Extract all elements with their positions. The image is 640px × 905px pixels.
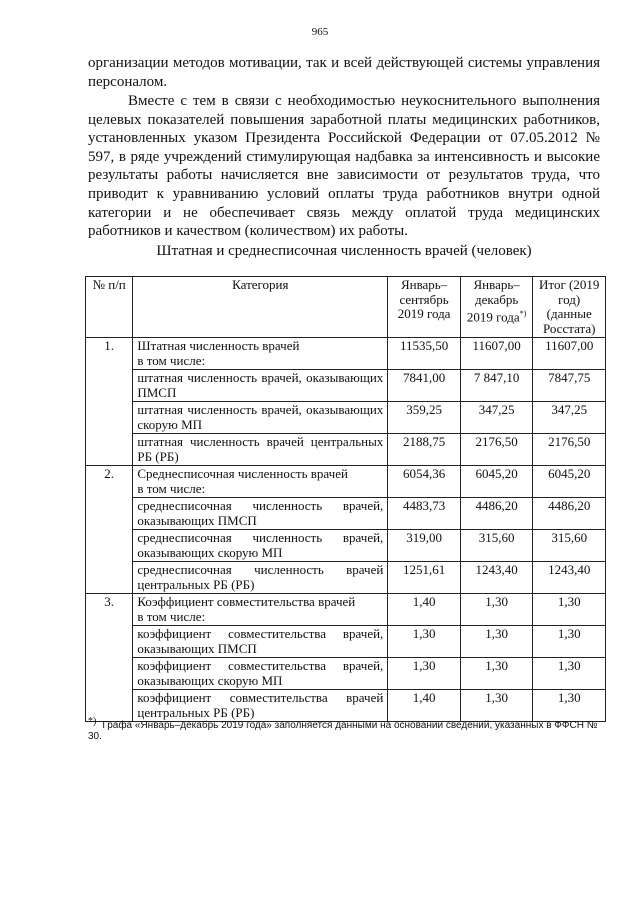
paragraph-1: организации методов мотивации, так и всей действующей системы управления персоналом. <box>88 55 600 90</box>
value-jan-dec: 1243,40 <box>460 562 533 594</box>
value-jan-sep: 1,30 <box>388 658 461 690</box>
value-total: 6045,20 <box>533 466 606 498</box>
table-row <box>86 402 606 434</box>
table-body <box>86 338 606 722</box>
value-total: 11607,00 <box>533 338 606 370</box>
value-total: 1,30 <box>533 690 606 722</box>
row-number: 1. <box>86 338 133 466</box>
header-num: № п/п <box>86 277 133 338</box>
category-sub: среднесписочная численность врачей центральных РБ (РБ) <box>133 562 388 594</box>
category-main <box>133 594 388 626</box>
category-sub: среднесписочная численность врачей, оказывающих скорую МП <box>133 530 388 562</box>
value-jan-sep: 6054,36 <box>388 466 461 498</box>
table-row <box>86 562 606 594</box>
value-total: 4486,20 <box>533 498 606 530</box>
value-jan-dec: 2176,50 <box>460 434 533 466</box>
value-total: 1,30 <box>533 626 606 658</box>
value-jan-sep: 1251,61 <box>388 562 461 594</box>
category-sub: штатная численность врачей центральных РБ (РБ) <box>133 434 388 466</box>
page-number: 965 <box>311 26 329 38</box>
value-jan-sep: 11535,50 <box>388 338 461 370</box>
table-row <box>86 370 606 402</box>
category-main <box>133 466 388 498</box>
value-total: 7847,75 <box>533 370 606 402</box>
category-main-title: Среднесписочная численность врачей <box>137 466 348 481</box>
category-sub: коэффициент совместительства врачей, оказывающих ПМСП <box>133 626 388 658</box>
row-number: 3. <box>86 594 133 722</box>
row-number: 2. <box>86 466 133 594</box>
staff-table <box>85 276 606 722</box>
category-sub: коэффициент совместительства врачей центральных РБ (РБ) <box>133 690 388 722</box>
category-sub: среднесписочная численность врачей, оказывающих ПМСП <box>133 498 388 530</box>
value-jan-sep: 1,40 <box>388 594 461 626</box>
value-jan-sep: 319,00 <box>388 530 461 562</box>
footnote-text: Графа «Январь–декабрь 2019 года» заполняется данными на основании сведений, указанных в ФФСН № 30. <box>88 720 598 742</box>
header-total: Итог (2019 год) (данные Росстата) <box>533 277 606 338</box>
category-main-title: Штатная численность врачей <box>137 338 300 353</box>
value-total: 2176,50 <box>533 434 606 466</box>
table-row <box>86 434 606 466</box>
value-jan-sep: 2188,75 <box>388 434 461 466</box>
table-row <box>86 530 606 562</box>
category-main-subtitle: в том числе: <box>137 480 206 496</box>
value-jan-dec: 1,30 <box>460 690 533 722</box>
table-row <box>86 338 606 370</box>
value-jan-dec: 6045,20 <box>460 466 533 498</box>
value-total: 1,30 <box>533 658 606 690</box>
header-footnote-mark: *) <box>519 309 527 318</box>
value-jan-dec: 347,25 <box>460 402 533 434</box>
value-total: 315,60 <box>533 530 606 562</box>
header-jan-dec <box>460 277 533 338</box>
footnote <box>88 716 600 742</box>
table-row <box>86 690 606 722</box>
value-jan-dec: 315,60 <box>460 530 533 562</box>
header-jan-sep: Январь– сентябрь 2019 года <box>388 277 461 338</box>
category-sub: штатная численность врачей, оказывающих ПМСП <box>133 370 388 402</box>
value-total: 347,25 <box>533 402 606 434</box>
category-main <box>133 338 388 370</box>
value-jan-sep: 1,30 <box>388 626 461 658</box>
table-row <box>86 498 606 530</box>
value-jan-sep: 1,40 <box>388 690 461 722</box>
footnote-mark: *) <box>88 716 97 727</box>
table-row <box>86 626 606 658</box>
table-row <box>86 658 606 690</box>
table-row <box>86 466 606 498</box>
value-jan-sep: 4483,73 <box>388 498 461 530</box>
value-jan-dec: 1,30 <box>460 626 533 658</box>
category-main-subtitle: в том числе: <box>137 352 206 368</box>
table-title: Штатная и среднесписочная численность врачей (человек) <box>156 243 532 259</box>
paragraph-2: Вместе с тем в связи с необходимостью неукоснительного выполнения целевых показателей повышения заработной платы медицинских работников, установленных указом Президента Российской Федерации от 07.05.2012 № 597, в ряде учреждений стимулирующая надбавка за интенсивность и высокие результаты работы начисляется вне зависимости от результатов труда, что приводит к уравниванию условий оплаты труда работников внутри одной категории и не обеспечивает связь между оплатой труда медицинских работников и качеством (количеством) их работы. <box>88 93 600 240</box>
value-jan-sep: 359,25 <box>388 402 461 434</box>
category-main-title: Коэффициент совместительства врачей <box>137 594 356 609</box>
header-category: Категория <box>133 277 388 338</box>
category-main-subtitle: в том числе: <box>137 608 206 624</box>
table-row <box>86 594 606 626</box>
value-jan-dec: 1,30 <box>460 658 533 690</box>
value-jan-dec: 4486,20 <box>460 498 533 530</box>
category-sub: штатная численность врачей, оказывающих скорую МП <box>133 402 388 434</box>
header-jan-dec-label: Январь– декабрь 2019 года <box>466 277 520 325</box>
table-header-row <box>86 277 606 338</box>
value-jan-dec: 11607,00 <box>460 338 533 370</box>
category-sub: коэффициент совместительства врачей, оказывающих скорую МП <box>133 658 388 690</box>
value-jan-sep: 7841,00 <box>388 370 461 402</box>
value-jan-dec: 7 847,10 <box>460 370 533 402</box>
value-total: 1243,40 <box>533 562 606 594</box>
value-total: 1,30 <box>533 594 606 626</box>
value-jan-dec: 1,30 <box>460 594 533 626</box>
